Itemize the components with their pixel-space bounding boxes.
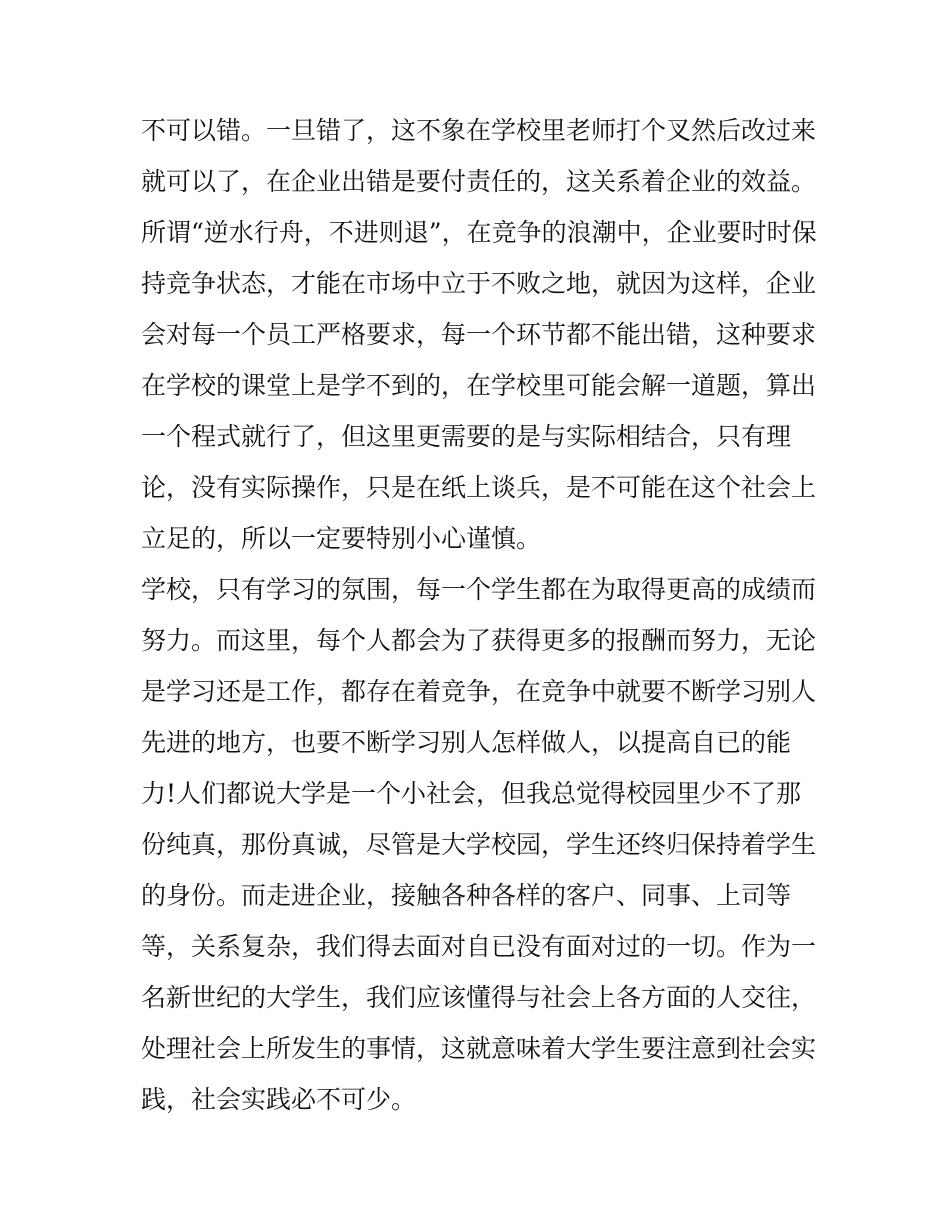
text-line: 份纯真，那份真诚，尽管是大学校园，学生还终归保持着学生: [141, 830, 817, 859]
text-line: 名新世纪的大学生，我们应该懂得与社会上各方面的人交往，: [141, 983, 817, 1012]
text-line: 所谓“逆水行舟，不进则退”，在竞争的浪潮中，企业要时时保: [141, 218, 817, 247]
text-line: 等，关系复杂，我们得去面对自已没有面对过的一切。作为一: [141, 932, 817, 961]
text-line: 先进的地方，也要不断学习别人怎样做人，以提高自已的能: [141, 728, 792, 757]
text-line: 践，社会实践必不可少。: [141, 1085, 417, 1114]
text-line: 是学习还是工作，都存在着竞争，在竞争中就要不断学习别人: [141, 677, 817, 706]
text-line: 论，没有实际操作，只是在纸上谈兵，是不可能在这个社会上: [141, 473, 817, 502]
text-line: 持竞争状态，才能在市场中立于不败之地，就因为这样，企业: [141, 269, 817, 298]
body-text: [141, 105, 821, 1125]
text-line: 力!人们都说大学是一个小社会，但我总觉得校园里少不了那: [141, 779, 802, 808]
text-line: 的身份。而走进企业，接触各种各样的客户、同事、上司等: [141, 881, 792, 910]
text-line: 会对每一个员工严格要求，每一个环节都不能出错，这种要求: [141, 320, 817, 349]
text-line: 努力。而这里，每个人都会为了获得更多的报酬而努力，无论: [141, 626, 817, 655]
text-line: 不可以错。一旦错了，这不象在学校里老师打个叉然后改过来: [141, 116, 817, 145]
text-line: 一个程式就行了，但这里更需要的是与实际相结合，只有理: [141, 422, 792, 451]
text-line: 就可以了，在企业出错是要付责任的，这关系着企业的效益。: [141, 167, 817, 196]
text-line: 立足的，所以一定要特别小心谨慎。: [141, 524, 542, 553]
text-line: 在学校的课堂上是学不到的，在学校里可能会解一道题，算出: [141, 371, 817, 400]
text-line: 处理社会上所发生的事情，这就意味着大学生要注意到社会实: [141, 1034, 817, 1063]
text-line: 学校，只有学习的氛围，每一个学生都在为取得更高的成绩而: [141, 575, 817, 604]
